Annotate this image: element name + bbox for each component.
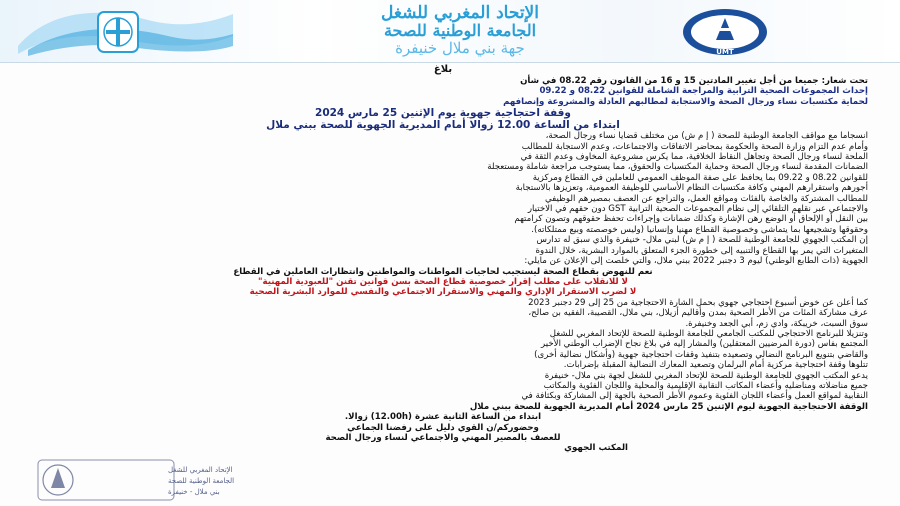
demand-line: لا للانقلاب على مطلب إقرار خصوصية قطاع الصحة بسن قوانين تقنن "للعبودية المهنية"	[258, 276, 628, 287]
paragraph-line: الضمانات المقدمة لنساء ورجال الصحة وحماية المكتسبات والحقوق، مما يستوجب مراجعة شاملة ومستعجلة	[487, 162, 868, 173]
paragraph-line: تتلوها وقفة احتجاجية مركزية أمام البرلمان وتصعيد المعارك النضالية المقبلة بإضرابات.	[563, 360, 868, 371]
office-stamp	[36, 458, 235, 502]
svg-text:بني ملال - خنيفرة: بني ملال - خنيفرة	[168, 488, 220, 496]
paragraph-line: المجتمع بفاس (دورة المرضيين المعتقلين) والمشار إليه في بلاغ نجاح الإضراب الوطني الأخير	[541, 339, 868, 350]
paragraph-line: الجهوية (ذات الطابع الوطني) ليوم 3 دجنبر 2022 ببني ملال، والتي خلصت إلى الإعلان عن مايلي:	[524, 256, 868, 267]
demand-line: لا لضرب الاستقرار الإداري والمهني والاستقرار الاجتماعي والنفسي للموارد البشرية الصحية	[249, 287, 637, 298]
svg-text:الجامعة الوطنية للصحة: الجامعة الوطنية للصحة	[168, 477, 235, 485]
paragraph-line: وحقوقها وتشجيعها بما يتماشى وخصوصية القطاع مهنيا وإنسانيا (وليس خوصصته وبيع ممتلكاته).	[531, 224, 868, 235]
paragraph-line: بين النقل أو الإلحاق أو الوضع رهن الإشارة وكذلك ضمانات وإجراءات تحفظ حقوقهم وتصون كرامتهم	[514, 214, 868, 225]
paragraph-line: النقابية لمواقع العمل وأعضاء اللجان الفئوية وعموم الأطر الصحية بالجهة إلى المشاركة وبكثافة في	[521, 391, 868, 402]
paragraph-line: يدعو المكتب الجهوي للجامعة الوطنية للصحة للإتحاد المغربي للشغل لجهة بني ملال- خنيفرة	[544, 370, 868, 381]
svg-text:UMT: UMT	[716, 48, 734, 56]
paragraph-line: وتنزيلا للبرنامج الاحتجاجي للمكتب الجامعي للجامعة الوطنية للصحة للإتحاد المغربي للشغل	[549, 328, 868, 339]
federation-name: الجامعة الوطنية للصحة	[383, 21, 537, 40]
svg-text:الإتحاد المغربي للشغل: الإتحاد المغربي للشغل	[168, 466, 233, 474]
letterhead-banner	[0, 0, 900, 63]
paragraph-line: كما أعلن عن خوض أسبوع احتجاجي جهوي بحمل الشارة الاحتجاجية من 25 إلى 29 دجنبر 2023	[528, 297, 868, 308]
paragraph-line: جميع مناضلاته ومناضليه وأعضاء المكاتب النقابية الإقليمية والمحلية واللجان الفئوية والمكاتب	[543, 380, 868, 391]
protest-title: وقفة احتجاجية جهوية يوم الإثنين 25 مارس 2024	[315, 107, 571, 120]
paragraph-line: انسجاما مع مواقف الجامعة الوطنية للصحة ( إ م ش) من مختلف قضايا نساء ورجال الصحة،	[545, 131, 868, 142]
paragraph-line: الوقفة الاحتجاجية الجهوية ليوم الإثنين 25 مارس 2024 أمام المديرية الجهوية للصحة ببني ملال	[469, 401, 868, 412]
region-name: جهة بني ملال خنيفرة	[395, 39, 525, 57]
union-name: الإتحاد المغربي للشغل	[381, 3, 539, 23]
federation-emblem-icon	[8, 6, 238, 58]
paragraph-line: أجورهم واستقرارهم المهني وكافة مكتسبات النظام الأساسي للوظيفة العمومية، وتعزيزها بالاستجابة	[515, 183, 868, 194]
paragraph-line: للقوانين 08.22 و 09.22 بما يحافظ على صفة الموظف العمومي للعاملين في القطاع ومركزية	[532, 172, 868, 183]
paragraph-line: للمطالب المشتركة والخاصة بالفئات ومواقع العمل، والتراجع عن العصف بمصيرهم الوظيفي	[544, 193, 868, 204]
slogan-line: تحت شعار: جميعا من أجل تغيير المادتين 15 و 16 من القانون رقم 08.22 في شأن	[520, 76, 868, 86]
umt-logo-icon	[680, 6, 770, 58]
closing-line: وحضوركم/ن القوي دليل على رفضنا الجماعي	[347, 422, 539, 433]
paragraph-line: سوق السبت، خريبكة، وادي زم، أبي الجعد وخنيفرة.	[685, 318, 868, 329]
paragraph-line: إن المكتب الجهوي للجامعة الوطنية للصحة ( إ م ش) لبني ملال- خنيفرة والذي سبق له تدارس	[536, 235, 868, 246]
demand-line: نعم للنهوض بقطاع الصحة ليستجيب لحاجيات المواطنات والمواطنين وانتظارات العاملين في القطاع	[233, 266, 653, 277]
paragraph-line: المتغيرات التي يمر بها القطاع والتنبيه إلى خطورة الجزء المتعلق بالموارد البشرية، خلال الندوة	[535, 245, 868, 256]
paragraph-line: عرف مشاركة المئات من الأطر الصحية بمدن وأقاليم أزيلال، بني ملال، القصيبة، الفقيه بن صالح،	[528, 308, 868, 319]
slogan-line: إحداث المجموعات الصحية الترابية والمراجعة الشاملة للقوانين 08.22 و 09.22	[539, 86, 868, 97]
paragraph-line: ابتداء من الساعة الثانية عشرة (12.00h) زوالا.	[344, 412, 542, 423]
paragraph-line: الملحة لنساء ورجال الصحة وتجاهل النقاط الخلافية، مما يكرس مشروعية المخاوف وعدم الثقة في	[520, 152, 868, 163]
paragraph-line: وأمام عدم التزام وزارة الصحة والحكومة بمحاضر الاتفاقات والاجتماعات، وعدم الاستجابة للمطالب	[521, 141, 868, 152]
signature-line: المكتب الجهوي	[564, 443, 628, 454]
paragraph-line: والاجتماعي عبر نقلهم التلقائي إلى نظام المجموعات الصحية الترابية GST دون حقهم في الاختيار	[527, 204, 868, 215]
paragraph-line: والقاضي بتنويع البرنامج النضالي وتصعيده بتنفيذ وقفات احتجاجية جهوية (وأشكال نضالية أخرى)	[534, 349, 868, 360]
slogan-line: لحماية مكتسبات نساء ورجال الصحة والاستجابة لمطالبهم العادلة والمشروعة وإنصافهم	[503, 96, 868, 107]
communique-body	[18, 64, 868, 454]
protest-time: ابتداء من الساعة 12.00 زوالا أمام المديرية الجهوية للصحة ببني ملال	[266, 119, 620, 132]
doc-heading: بلاغ	[433, 64, 453, 75]
letterhead-title	[250, 4, 670, 60]
closing-line: للعصف بالمصير المهني والاجتماعي لنساء ورجال الصحة	[325, 433, 561, 443]
